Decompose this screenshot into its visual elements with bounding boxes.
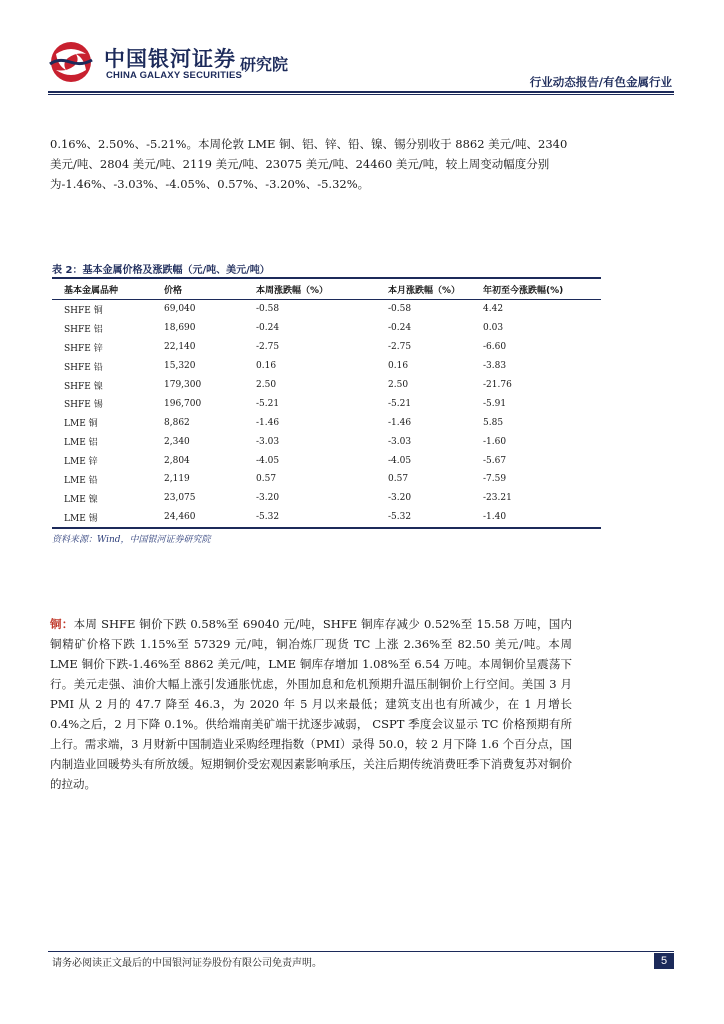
cell-price: 24,460 (152, 508, 244, 528)
intro-paragraph (50, 134, 568, 194)
col-header-metal: 基本金属品种 (52, 278, 152, 300)
cell-weekly: 2.50 (256, 380, 277, 390)
cell-weekly: -2.75 (256, 342, 280, 353)
cell-metal: SHFE 锡 (64, 400, 103, 411)
header-divider-thin (48, 94, 674, 95)
cell-metal: SHFE 铅 (64, 362, 103, 373)
cell-metal: SHFE 铜 (64, 305, 103, 316)
cell-ytd: -23.21 (483, 493, 512, 504)
cell-price: 69,040 (164, 304, 196, 315)
header-divider (48, 91, 674, 93)
table-row (52, 451, 601, 470)
cell-ytd: -3.83 (483, 361, 507, 372)
cell-ytd: 5.85 (483, 417, 504, 428)
cell-weekly: 0.57 (256, 474, 277, 485)
intro-line: 美元/吨、2804 美元/吨、2119 美元/吨、23075 美元/吨、24460 美元/吨，较上周变动幅度分别 (50, 157, 550, 171)
cell-monthly: -0.24 (388, 323, 412, 334)
cell-metal: SHFE 锌 (64, 343, 103, 354)
cell-ytd: -7.59 (483, 474, 507, 485)
cell-price: 179,300 (164, 380, 202, 390)
galaxy-logo-icon (48, 40, 94, 84)
cell-monthly: -2.75 (388, 342, 412, 353)
table-header-row (52, 278, 601, 300)
cell-price: 2,804 (164, 455, 190, 466)
cell-price: 196,700 (164, 398, 202, 409)
cell-metal: LME 锌 (64, 457, 98, 468)
cell-monthly: -4.05 (388, 455, 412, 466)
copper-paragraph (50, 614, 572, 794)
cell-weekly: -0.24 (256, 323, 280, 334)
cell-ytd: -21.76 (483, 380, 512, 390)
report-type: 行业动态报告/有色金属行业 (529, 75, 672, 89)
cell-weekly: -4.05 (256, 455, 280, 466)
cell-metal: SHFE 镍 (64, 381, 103, 392)
cell-monthly: -3.20 (388, 493, 412, 504)
cell-metal: LME 铝 (64, 438, 98, 449)
cell-ytd: 4.42 (483, 304, 504, 315)
table-row (52, 508, 601, 528)
table-row (52, 376, 601, 395)
cell-price: 18,690 (164, 323, 196, 334)
table-row (52, 394, 601, 413)
table-row (52, 300, 601, 319)
cell-weekly: -5.21 (256, 398, 280, 409)
cell-metal: LME 锡 (52, 508, 152, 528)
page-number: 5 (654, 953, 674, 969)
col-header-price: 价格 (152, 278, 244, 300)
cell-metal: SHFE 铝 (64, 324, 103, 335)
institute-label: 研究院 (240, 55, 289, 74)
col-header-monthly: 本月涨跌幅（%） (376, 278, 471, 300)
cell-ytd: -1.60 (483, 436, 507, 447)
cell-monthly: -5.32 (376, 508, 471, 528)
copper-lead: 铜： (50, 617, 74, 631)
col-header-ytd: 年初至今涨跌幅(%) (471, 278, 601, 300)
brand-name-cn: 中国银河证券 (104, 47, 236, 71)
cell-metal: LME 铜 (64, 419, 98, 430)
cell-metal: LME 铅 (64, 475, 98, 486)
cell-price: 23,075 (164, 493, 196, 504)
table-row (52, 489, 601, 508)
cell-weekly: -1.46 (256, 417, 280, 428)
intro-line: 为-1.46%、-3.03%、-4.05%、0.57%、-3.20%、-5.32%。 (50, 177, 370, 191)
metal-price-table (52, 277, 601, 529)
table-title: 表 2：基本金属价格及涨跌幅（元/吨、美元/吨） (52, 265, 270, 276)
cell-ytd: -5.91 (483, 398, 507, 409)
brand-name-en: CHINA GALAXY SECURITIES (106, 70, 243, 81)
cell-ytd: -1.40 (471, 508, 601, 528)
copper-body: 本周 SHFE 铜价下跌 0.58%至 69040 元/吨，SHFE 铜库存减少 0.52%至 15.58 万吨，国内铜精矿价格下跌 1.15%至 57329 元/吨，铜冶炼厂现货 TC 上涨 2.36%至 82.50 美元/吨。本周 LME 铜价下跌-1.46%至 8862 美元/吨，LME 铜库存增加 1.08%至 6.54 万吨。本周铜价呈震荡下行。美元走强、油价大幅上涨引发通胀忧虑，外围加息和危机预期升温压制铜价上行空间。美国 3 月 PMI 从 2 月的 47.7 降至 46.3，为 2020 年 5 月以来最低；建筑支出也有所减少，在 1 月增长 0.4%之后，2 月下降 0.1%。供给端南美矿端干扰逐步减弱， CSPT 季度会议显示 TC 价格预期有所上行。需求端，3 月财新中国制造业采购经理指数（PMI）录得 50.0，较 2 月下降 1.6 个百分点，国内制造业回暖势头有所放缓。短期铜价受宏观因素影响承压，关注后期传统消费旺季下消费复苏对铜价的拉动。 (50, 617, 573, 791)
cell-price: 2,340 (164, 436, 190, 447)
cell-weekly: -5.32 (244, 508, 376, 528)
cell-monthly: 0.57 (388, 474, 409, 485)
footer-divider (48, 951, 674, 952)
table-row (52, 432, 601, 451)
cell-price: 22,140 (164, 342, 196, 353)
table-source: 资料来源：Wind，中国银河证券研究院 (52, 535, 211, 545)
table-row (52, 413, 601, 432)
cell-monthly: -5.21 (388, 398, 412, 409)
cell-price: 15,320 (164, 361, 196, 372)
cell-metal: LME 镍 (64, 494, 98, 505)
table-row (52, 357, 601, 376)
cell-weekly: 0.16 (256, 361, 277, 372)
cell-monthly: -3.03 (388, 436, 412, 447)
col-header-weekly: 本周涨跌幅（%） (244, 278, 376, 300)
cell-monthly: 2.50 (388, 380, 409, 390)
cell-ytd: 0.03 (483, 323, 504, 334)
cell-price: 2,119 (164, 474, 190, 485)
cell-weekly: -0.58 (256, 304, 280, 315)
intro-line: 0.16%、2.50%、-5.21%。本周伦敦 LME 铜、铝、锌、铅、镍、锡分别收于 8862 美元/吨、2340 (50, 137, 568, 151)
cell-ytd: -5.67 (483, 455, 507, 466)
table-row (52, 338, 601, 357)
cell-price: 8,862 (164, 417, 190, 428)
cell-monthly: -1.46 (388, 417, 412, 428)
cell-monthly: -0.58 (388, 304, 412, 315)
cell-weekly: -3.03 (256, 436, 280, 447)
table-row (52, 470, 601, 489)
table-row (52, 319, 601, 338)
cell-weekly: -3.20 (256, 493, 280, 504)
cell-monthly: 0.16 (388, 361, 409, 372)
cell-ytd: -6.60 (483, 342, 507, 353)
footer-disclaimer: 请务必阅读正文最后的中国银河证券股份有限公司免责声明。 (52, 958, 322, 969)
